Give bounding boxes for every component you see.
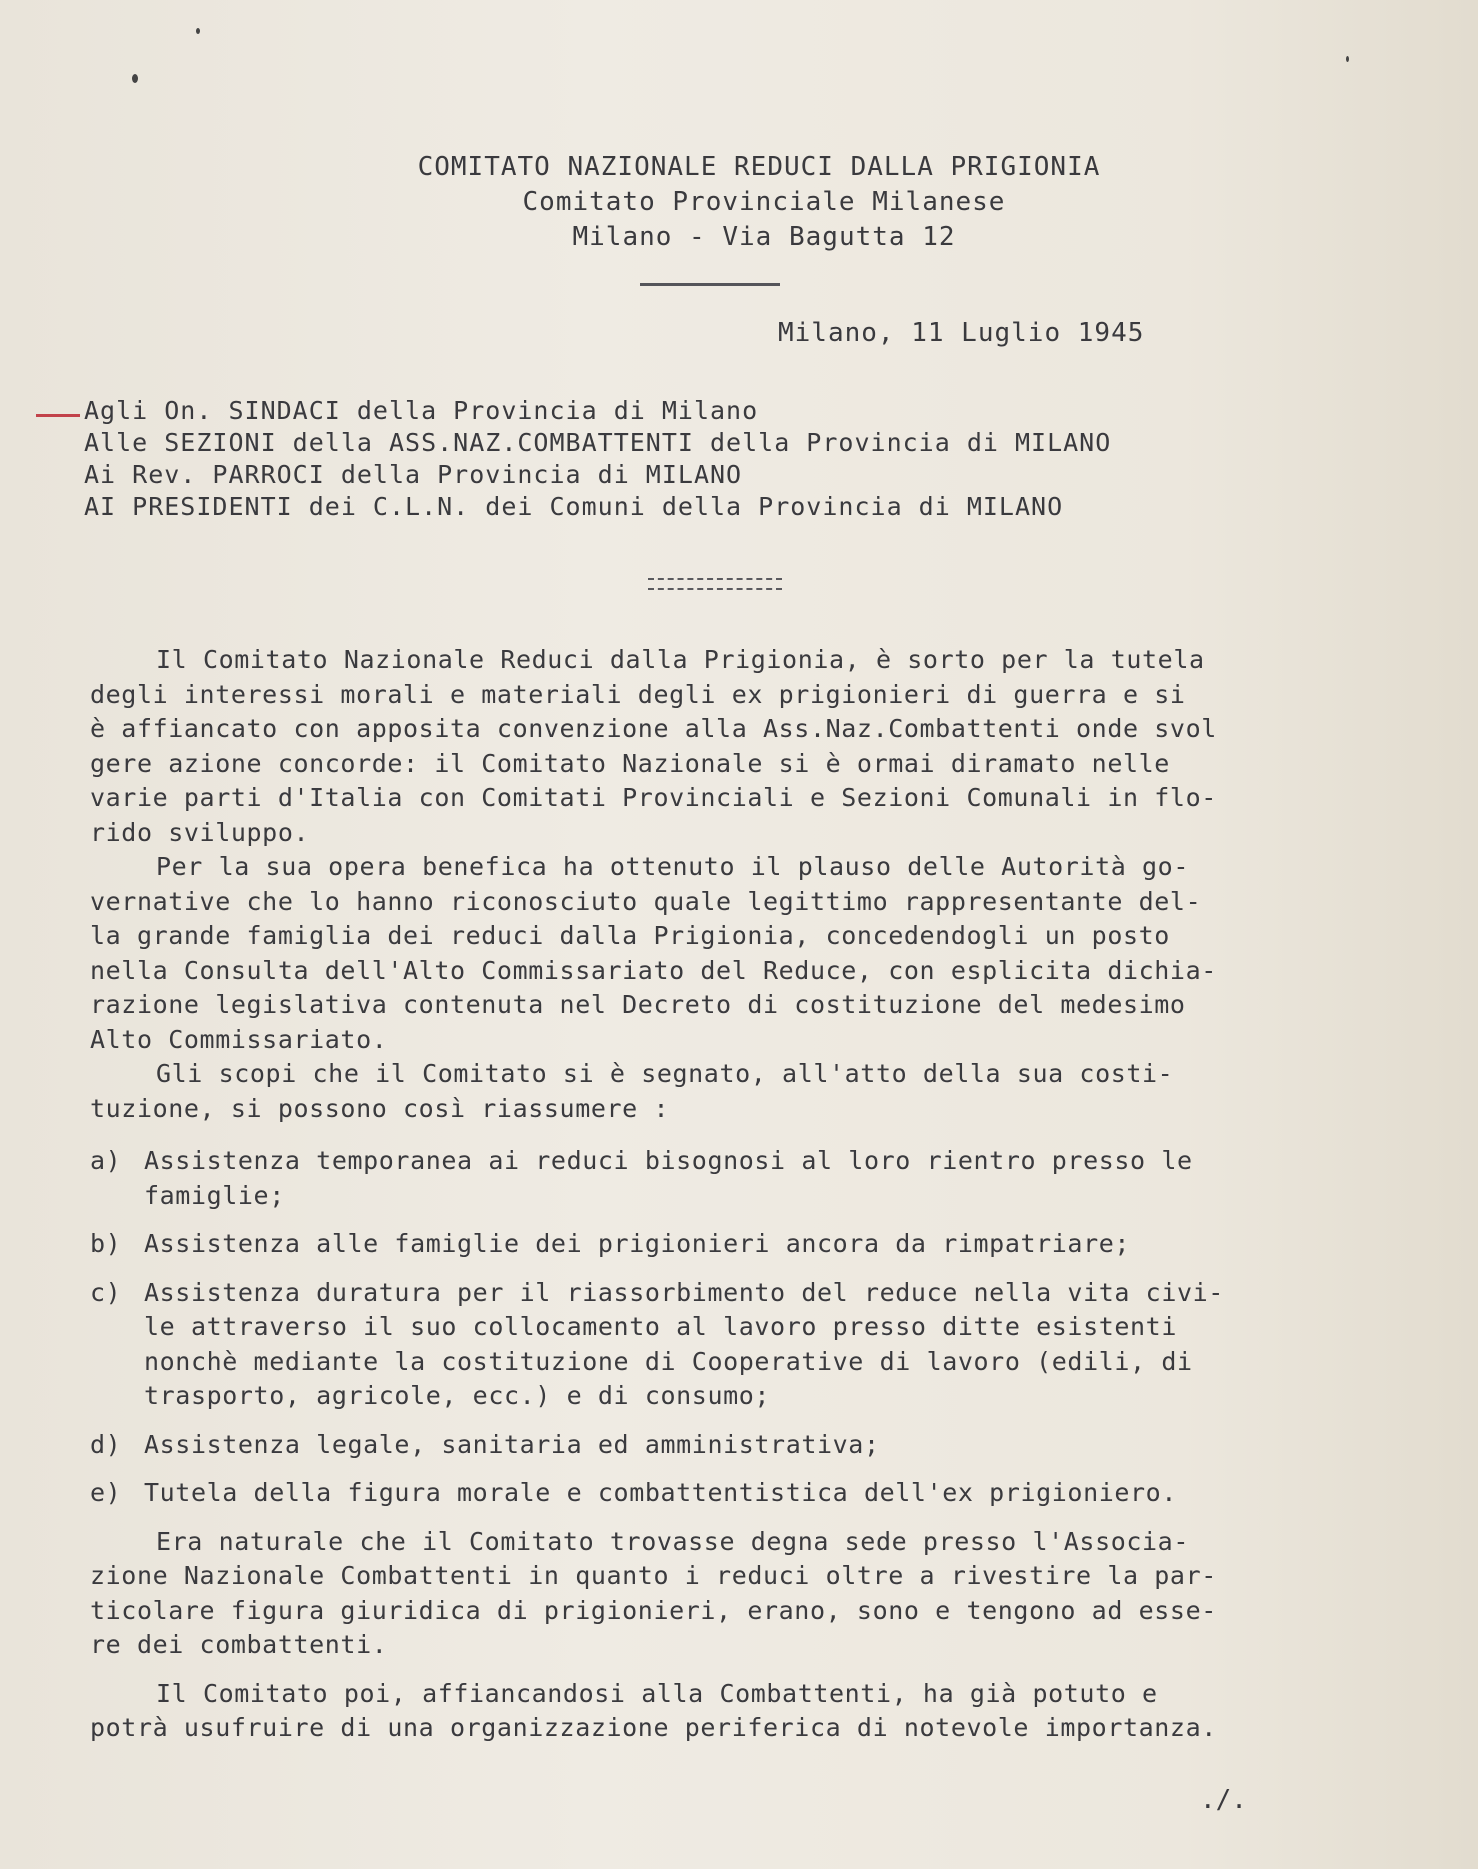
list-item [90,1476,1390,1511]
addressee-line: Ai Rev. PARROCI della Provincia di MILANO [84,460,743,489]
letterhead [0,150,1478,255]
list-item-text [144,1144,1193,1213]
text-line: è affiancato con apposita convenzione alla Ass.Naz.Combattenti onde svol [90,714,1217,743]
text-line: zione Nazionale Combattenti in quanto i reduci oltre a rivestire la par- [90,1561,1217,1590]
org-address: Milano - Via Bagutta 12 [572,222,956,252]
text-line: Assistenza duratura per il riassorbimento del reduce nella vita civi- [144,1277,1224,1307]
text-line: le attraverso il suo collocamento al lavoro presso ditte esistenti [144,1312,1177,1341]
list-item-text [144,1428,880,1463]
letter-body [90,643,1390,1746]
text-line: gere azione concorde: il Comitato Nazionale si è ormai diramato nelle [90,748,1170,778]
list-item-text [144,1276,1224,1414]
paragraph-recognition [90,850,1390,1057]
list-item [90,1428,1390,1463]
list-item [90,1144,1390,1213]
text-line: razione legislativa contenuta nel Decreto di costituzione del medesimo [90,990,1186,1019]
list-item-text [144,1476,1177,1511]
text-line: Assistenza alle famiglie dei prigionieri ancora da rimpatriare; [144,1229,1131,1258]
list-marker: e) [90,1478,122,1507]
double-dash-separator [648,578,782,590]
text-line: Assistenza legale, sanitaria ed amministrativa; [144,1429,880,1459]
addressee-block [84,395,1111,523]
text-line: Era naturale che il Comitato trovasse degna sede presso l'Associa- [156,1526,1189,1556]
paragraph-aims [90,1057,1390,1126]
text-line: Per la sua opera benefica ha ottenuto il plauso delle Autorità go- [156,852,1189,881]
ink-speck [1346,56,1349,62]
text-line: Gli scopi che il Comitato si è segnato, all'atto della sua costi- [156,1059,1174,1088]
addressee-line: AI PRESIDENTI dei C.L.N. dei Comuni della Provincia di MILANO [84,492,1064,521]
spacer [90,1663,1390,1677]
list-marker: d) [90,1429,122,1459]
text-line: vernative che lo hanno riconosciuto quale legittimo rappresentante del- [90,886,1202,916]
text-line: nonchè mediante la costituzione di Cooperative di lavoro (edili, di [144,1346,1193,1376]
text-line: Tutela della figura morale e combattentistica dell'ex prigioniero. [144,1478,1177,1507]
text-line: potrà usufruire di una organizzazione periferica di notevole importanza. [90,1713,1217,1742]
text-line: re dei combattenti. [90,1630,388,1659]
ink-speck [132,74,138,83]
text-line: varie parti d'Italia con Comitati Provinciali e Sezioni Comunali in flo- [90,783,1217,812]
text-line: tuzione, si possono così riassumere : [90,1093,670,1123]
addressee-line: Alle SEZIONI della ASS.NAZ.COMBATTENTI della Provincia di MILANO [84,428,1112,457]
text-line: la grande famiglia dei reduci dalla Prigionia, concedendogli un posto [90,921,1170,950]
letter-date: Milano, 11 Luglio 1945 [778,318,1145,348]
text-line: rido sviluppo. [90,817,310,847]
list-marker: a) [90,1146,122,1175]
text-line: Il Comitato Nazionale Reduci dalla Prigionia, è sorto per la tutela [156,645,1205,674]
paragraph-organization [90,1677,1390,1746]
text-line: nella Consulta dell'Alto Commissariato del Reduce, con esplicita dichia- [90,955,1217,985]
addressee-line: Agli On. SINDACI della Provincia di Milano [84,396,759,425]
list-item [90,1276,1390,1414]
text-line: trasporto, agricole, ecc.) e di consumo; [144,1381,771,1410]
ink-speck [196,28,200,34]
text-line: Il Comitato poi, affiancandosi alla Combattenti, ha già potuto e [156,1678,1158,1708]
header-separator [640,283,780,286]
org-name: COMITATO NAZIONALE REDUCI DALLA PRIGIONIA [417,152,1101,182]
list-marker: c) [90,1277,122,1307]
org-sub-name: Comitato Provinciale Milanese [522,187,1006,217]
continued-marker: ./. [1200,1785,1247,1815]
paragraph-intro [90,643,1390,850]
list-item-text [144,1227,1130,1262]
red-pencil-mark [36,414,80,417]
text-line: famiglie; [144,1180,285,1210]
list-marker: b) [90,1229,122,1258]
list-item [90,1227,1390,1262]
paragraph-seat [90,1525,1390,1663]
text-line: ticolare figura giuridica di prigionieri, erano, sono e tengono ad esse- [90,1595,1217,1625]
text-line: Alto Commissariato. [90,1024,388,1054]
aims-list [90,1144,1390,1511]
text-line: Assistenza temporanea ai reduci bisognosi al loro rientro presso le [144,1146,1193,1175]
text-line: degli interessi morali e materiali degli ex prigionieri di guerra e si [90,679,1186,709]
